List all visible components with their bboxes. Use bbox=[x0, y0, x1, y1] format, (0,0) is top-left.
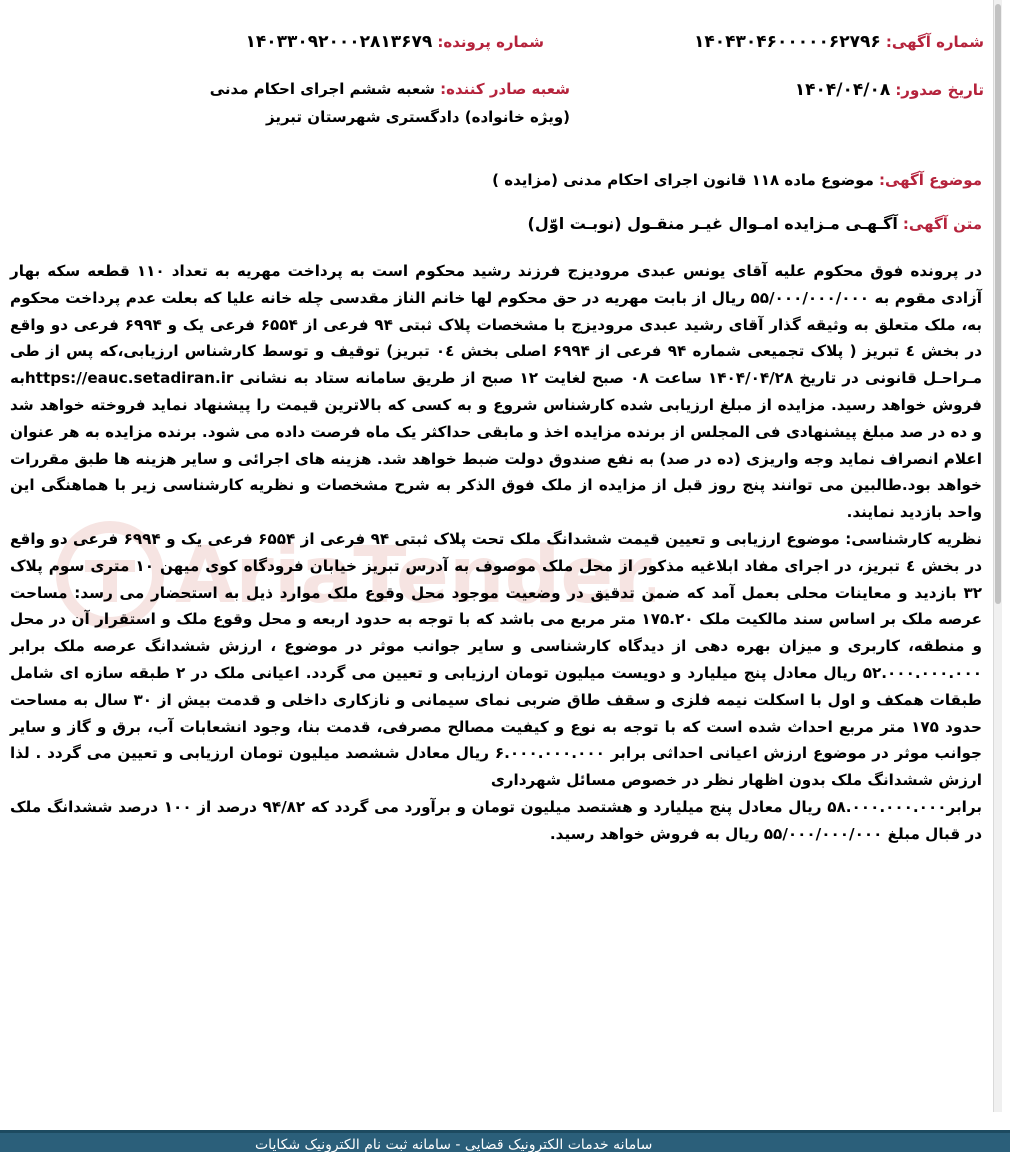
ad-number-value: ۱۴۰۴۳۰۴۶۰۰۰۰۰۶۲۷۹۶ bbox=[694, 32, 881, 52]
body-paragraph-3: برابر۵۸.۰۰۰.۰۰۰.۰۰۰ ریال معادل پنج میلیارد و هشتصد میلیون تومان و برآورد می گردد که ۹۴/۸۲ درصد از ۱۰۰ درصد ششدانگ ملک در قبال مبلغ ۵۵/۰۰۰/۰۰۰/۰۰۰ ریال به فروش خواهد رسید. bbox=[10, 797, 983, 843]
footer-text: سامانه خدمات الکترونیک قضایی - سامانه ثبت نام الکترونیک شکایات bbox=[255, 1137, 653, 1152]
scrollbar-thumb[interactable] bbox=[995, 4, 1001, 604]
file-number-value: ۱۴۰۳۳۰۹۲۰۰۰۲۸۱۳۶۷۹ bbox=[245, 32, 433, 52]
ad-text-label: متن آگهی: bbox=[902, 215, 982, 233]
file-number bbox=[246, 30, 544, 54]
ad-text-title: آگـهـی مـزایده امـوال غیـر منقـول (نوبـت اوّل) bbox=[527, 214, 898, 233]
subject bbox=[492, 168, 982, 192]
issue-date-value: ۱۴۰۴/۰۴/۰۸ bbox=[794, 80, 891, 100]
subject-value: موضوع ماده ۱۱۸ قانون اجرای احکام مدنی (مزایده ) bbox=[492, 171, 874, 189]
body-paragraph-1: در پرونده فوق محکوم علیه آقای یونس عبدی مرودیزج فرزند رشید محکوم است به پرداخت مهریه به تعداد ۱۱۰ قطعه سکه بهار آزادی مقوم به ۵۵/۰۰۰/۰۰۰/۰۰۰ ریال از بابت مهریه در حق محکوم لها خانم الناز مقدسی چله خانه علیا که بعلت عدم پرداخت محکوم به، ملک متعلق به وثیقه گذار آقای رشید عبدی مرودیزج با مشخصات پلاک ثبتی ۹۴ فرعی از ۶۵۵۴ فرعی یک و ۶۹۹۴ فرعی دو واقع در بخش ٤ تبریز ( پلاک تجمیعی شماره ۹۴ فرعی از ۶۹۹۴ اصلی بخش ۰٤ تبریز) توقیف و توسط کارشناس ارزیابی،که پس از طی مـراحـل قانونی در تاریخ ۱۴۰۴/۰۴/۲۸ ساعت ۰۸ صبح لغایت ۱۲ صبح از طریق سامانه ستاد به نشانی https://eauc.setadiran.irبه فروش خواهد رسید. مزایده از مبلغ ارزیابی شده کارشناس شروع و به کسی که بالاترین قیمت را پیشنهاد نماید فروخته خواهد شد و ده در صد مبلغ پیشنهادی فی المجلس از برنده مزایده اخذ و مابقی حداکثر یک ماه فرصت داده می شود. برنده مزایده به هر عنوان اعلام انصراف نماید وجه واریزی (ده در صد) به نفع صندوق دولت ضبط خواهد شد. هزینه های اجرائی و سایر هزینه ها طبق مقررات خواهد بود.طالبین می توانند پنج روز قبل از مزایده از ملک فوق الذکر به شرح مشخصات و نظریه کارشناسی زیر با هماهنگی این واحد بازدید نمایند. bbox=[10, 262, 983, 522]
ad-text-heading bbox=[528, 212, 982, 236]
vertical-scrollbar[interactable] bbox=[993, 0, 1002, 1112]
file-number-label: شماره پرونده: bbox=[437, 33, 544, 51]
ad-number-label: شماره آگهی: bbox=[885, 33, 984, 51]
issuer-label: شعبه صادر کننده: bbox=[440, 80, 570, 98]
issuer-value: شعبه ششم اجرای احکام مدنی (ویژه خانواده) دادگستری شهرستان تبریز bbox=[209, 80, 570, 126]
issue-date-label: تاریخ صدور: bbox=[895, 81, 984, 99]
body-paragraph-2: نظریه کارشناسی: موضوع ارزیابی و تعیین قیمت ششدانگ ملک تحت پلاک ثبتی ۹۴ فرعی از ۶۵۵۴ فرعی یک و ۶۹۹۴ فرعی دو واقع در بخش ٤ تبریز، در اجرای مفاد ابلاغیه مذکور از محل ملک موصوف به آدرس تبریز خیابان فرودگاه کوی میهن ۱۰ متری سوم پلاک ۳۲ بازدید و معاینات محلی بعمل آمد که ضمن تدقیق در وضعیت موجود محل وقوع ملک موارد ذیل به استحضار می رسد: مساحت عرصه ملک بر اساس سند مالکیت ملک ۱۷۵.۲۰ متر مربع می باشد که با توجه به حدود اربعه و محل وقوع ملک و استقرار آن در محل و منطقه، کاربری و میزان بهره دهی از دیدگاه کارشناسی و سایر جوانب موثر در موضوع ، ارزش ششدانگ عرصه ملک برابر ۵۲.۰۰۰.۰۰۰.۰۰۰ ریال معادل پنج میلیارد و دویست میلیون تومان ارزیابی و تعیین می گردد. اعیانی ملک در ۲ طبقه سازه ای شامل طبقات همکف و اول با اسکلت نیمه فلزی و سقف طاق ضربی نمای سیمانی و نازکاری داخلی و قدمت بیش از ۳۰ سال به مساحت حدود ۱۷۵ متر مربع احداث شده است که با توجه به نوع و کیفیت مصالح مصرفی، قدمت بنا، وجود انشعابات آب، برق و گاز و سایر جوانب موثر در موضوع ارزش اعیانی احداثی برابر ۶.۰۰۰.۰۰۰.۰۰۰ ریال معادل ششصد میلیون تومان ارزیابی و تعیین می گردد . لذا ارزش ششدانگ ملک بدون اظهار نظر در خصوص مسائل شهرداری bbox=[10, 529, 983, 790]
subject-label: موضوع آگهی: bbox=[878, 171, 982, 189]
issuer bbox=[200, 75, 570, 131]
issue-date bbox=[795, 78, 984, 102]
notice-body bbox=[10, 258, 982, 848]
watermark-text: AriaTender bbox=[175, 531, 641, 621]
ad-number bbox=[694, 30, 984, 54]
